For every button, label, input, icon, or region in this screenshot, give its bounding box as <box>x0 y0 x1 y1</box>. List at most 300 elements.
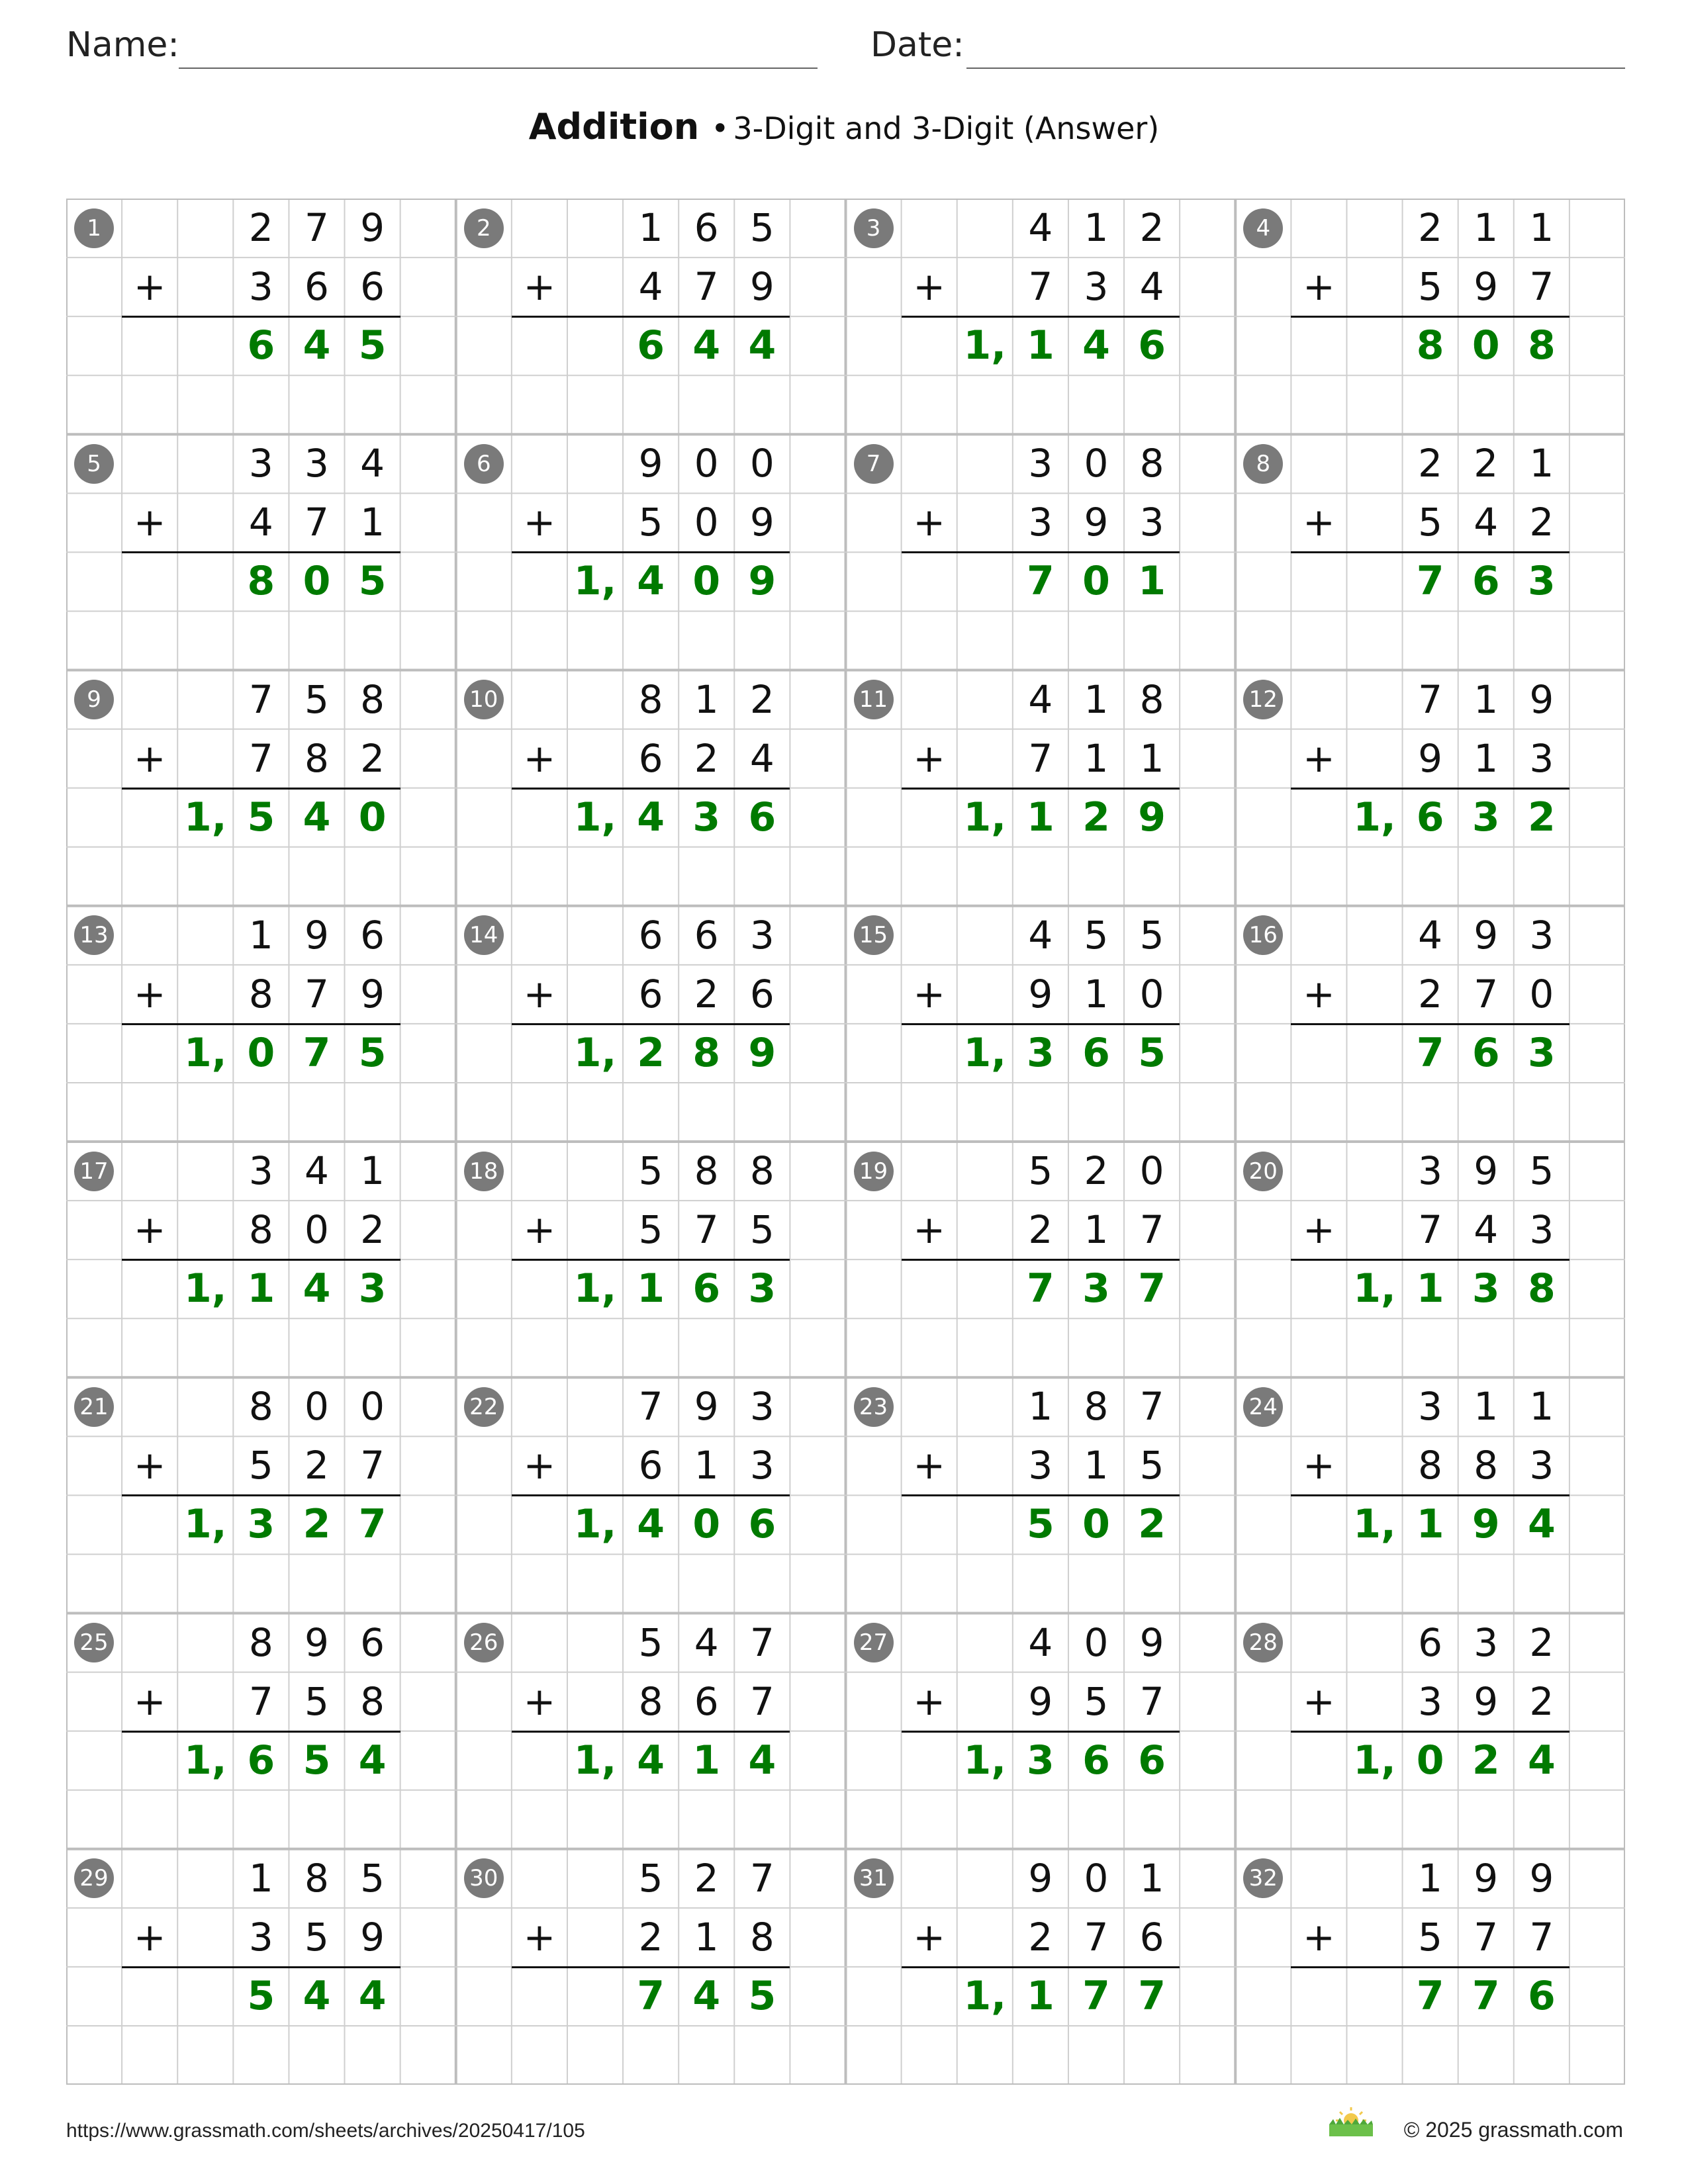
bottom-digit: 2 <box>694 735 719 781</box>
bottom-digit: 5 <box>305 1678 329 1724</box>
answer-digit: 0 <box>1416 1737 1444 1784</box>
answer-digit: 3 <box>1472 1265 1500 1312</box>
bottom-digit: 3 <box>1084 264 1109 310</box>
top-digit: 2 <box>1139 205 1164 250</box>
answer-digit: 6 <box>1138 1737 1166 1784</box>
answer-digit: 4 <box>637 558 665 605</box>
top-digit: 8 <box>638 676 663 722</box>
plus-sign: + <box>913 1678 945 1724</box>
problem-number-badge: 26 <box>464 1623 504 1662</box>
top-digit: 2 <box>1418 205 1443 250</box>
bottom-digit: 6 <box>305 264 329 310</box>
bottom-digit: 0 <box>305 1207 329 1253</box>
bottom-digit: 9 <box>1418 735 1443 781</box>
answer-digit: 0 <box>1082 1501 1110 1548</box>
answer-digit: 1 <box>1138 558 1166 605</box>
top-digit: 1 <box>1084 205 1109 250</box>
answer-digit: 5 <box>748 1972 776 2019</box>
answer-digit: 0 <box>247 1029 275 1076</box>
top-digit: 6 <box>638 912 663 958</box>
top-digit: 9 <box>694 1384 719 1430</box>
answer-digit: 1, <box>1353 1501 1396 1548</box>
plus-sign: + <box>913 1207 945 1253</box>
answer-digit: 7 <box>1138 1265 1166 1312</box>
top-digit: 3 <box>749 1384 774 1430</box>
top-digit: 2 <box>1084 1148 1109 1193</box>
plus-sign: + <box>133 264 166 310</box>
answer-digit: 1, <box>183 1029 227 1076</box>
problem-number-badge: 11 <box>854 680 894 719</box>
problem-number-badge: 16 <box>1243 915 1283 955</box>
answer-digit: 4 <box>303 322 331 369</box>
bottom-digit: 3 <box>248 264 273 310</box>
problem-number-badge: 17 <box>74 1152 114 1191</box>
top-digit: 1 <box>1418 1855 1443 1901</box>
answer-digit: 0 <box>1472 322 1500 369</box>
bottom-digit: 6 <box>638 735 663 781</box>
plus-sign: + <box>523 1914 556 1960</box>
answer-digit: 3 <box>358 1265 387 1312</box>
answer-digit: 6 <box>1416 794 1444 841</box>
answer-digit: 3 <box>247 1501 275 1548</box>
top-digit: 8 <box>749 1148 774 1193</box>
bottom-digit: 9 <box>749 264 774 310</box>
answer-digit: 1, <box>573 1265 617 1312</box>
answer-digit: 0 <box>358 794 387 841</box>
bottom-digit: 7 <box>1474 1914 1499 1960</box>
top-digit: 5 <box>1028 1148 1053 1193</box>
bottom-digit: 3 <box>248 1914 273 1960</box>
plus-sign: + <box>1303 735 1335 781</box>
answer-digit: 6 <box>692 1265 721 1312</box>
answer-digit: 1, <box>963 1029 1007 1076</box>
top-digit: 4 <box>305 1148 329 1193</box>
bottom-digit: 2 <box>1028 1207 1053 1253</box>
bottom-digit: 7 <box>1418 1207 1443 1253</box>
title-subtitle: 3-Digit and 3-Digit (Answer) <box>733 111 1160 146</box>
top-digit: 0 <box>749 441 774 486</box>
answer-digit: 1, <box>1353 1737 1396 1784</box>
plus-sign: + <box>133 500 166 545</box>
bottom-digit: 7 <box>1139 1207 1164 1253</box>
top-digit: 6 <box>694 912 719 958</box>
top-digit: 8 <box>1139 441 1164 486</box>
top-digit: 4 <box>1418 912 1443 958</box>
bottom-digit: 3 <box>1418 1678 1443 1724</box>
top-digit: 4 <box>1028 912 1053 958</box>
top-digit: 7 <box>1139 1384 1164 1430</box>
bottom-digit: 2 <box>1529 500 1554 545</box>
title-separator: • <box>711 111 729 146</box>
bottom-digit: 8 <box>305 735 329 781</box>
bottom-digit: 4 <box>1474 1207 1499 1253</box>
answer-digit: 1 <box>1026 1972 1055 2019</box>
top-digit: 7 <box>749 1619 774 1665</box>
title-main: Addition <box>528 106 700 148</box>
top-digit: 8 <box>360 676 385 722</box>
top-digit: 2 <box>694 1855 719 1901</box>
plus-sign: + <box>1303 1207 1335 1253</box>
plus-sign: + <box>133 971 166 1017</box>
bottom-digit: 1 <box>1474 735 1499 781</box>
problem-number-badge: 32 <box>1243 1858 1283 1898</box>
answer-digit: 1, <box>1353 1265 1396 1312</box>
bottom-digit: 4 <box>638 264 663 310</box>
bottom-digit: 1 <box>1084 971 1109 1017</box>
plus-sign: + <box>523 735 556 781</box>
bottom-digit: 2 <box>638 1914 663 1960</box>
answer-digit: 6 <box>1082 1737 1110 1784</box>
top-digit: 9 <box>360 205 385 250</box>
bottom-digit: 8 <box>360 1678 385 1724</box>
top-digit: 7 <box>1418 676 1443 722</box>
bottom-digit: 4 <box>1139 264 1164 310</box>
problem-number-badge: 9 <box>74 680 114 719</box>
answer-digit: 7 <box>637 1972 665 2019</box>
bottom-digit: 5 <box>638 500 663 545</box>
answer-digit: 1, <box>183 1737 227 1784</box>
top-digit: 5 <box>1084 912 1109 958</box>
top-digit: 5 <box>749 205 774 250</box>
bottom-digit: 4 <box>749 735 774 781</box>
top-digit: 1 <box>248 1855 273 1901</box>
answer-digit: 4 <box>303 1265 331 1312</box>
top-digit: 4 <box>1028 1619 1053 1665</box>
plus-sign: + <box>523 264 556 310</box>
bottom-digit: 2 <box>305 1443 329 1488</box>
top-digit: 9 <box>1139 1619 1164 1665</box>
page-title <box>0 106 1688 148</box>
answer-digit: 1, <box>573 794 617 841</box>
answer-digit: 7 <box>1138 1972 1166 2019</box>
bottom-digit: 5 <box>1418 1914 1443 1960</box>
top-digit: 9 <box>305 912 329 958</box>
problem-number-badge: 18 <box>464 1152 504 1191</box>
problem-number-badge: 3 <box>854 208 894 248</box>
top-digit: 4 <box>1028 676 1053 722</box>
top-digit: 8 <box>248 1619 273 1665</box>
answer-digit: 9 <box>1138 794 1166 841</box>
bottom-digit: 1 <box>1084 1443 1109 1488</box>
answer-digit: 1, <box>573 1737 617 1784</box>
bottom-digit: 5 <box>1084 1678 1109 1724</box>
answer-digit: 3 <box>1527 558 1556 605</box>
plus-sign: + <box>523 1678 556 1724</box>
problem-number-badge: 28 <box>1243 1623 1283 1662</box>
bottom-digit: 7 <box>248 1678 273 1724</box>
top-digit: 6 <box>360 1619 385 1665</box>
bottom-digit: 8 <box>749 1914 774 1960</box>
answer-digit: 1, <box>183 794 227 841</box>
answer-digit: 6 <box>637 322 665 369</box>
top-digit: 7 <box>749 1855 774 1901</box>
bottom-digit: 3 <box>1529 1443 1554 1488</box>
plus-sign: + <box>913 1914 945 1960</box>
answer-digit: 1, <box>183 1265 227 1312</box>
top-digit: 6 <box>694 205 719 250</box>
bottom-digit: 7 <box>1529 1914 1554 1960</box>
answer-digit: 1, <box>573 558 617 605</box>
top-digit: 3 <box>749 912 774 958</box>
top-digit: 5 <box>638 1148 663 1193</box>
answer-digit: 3 <box>692 794 721 841</box>
date-line[interactable] <box>966 68 1625 69</box>
answer-digit: 2 <box>637 1029 665 1076</box>
top-digit: 9 <box>1028 1855 1053 1901</box>
bottom-digit: 0 <box>694 500 719 545</box>
top-digit: 1 <box>1474 676 1499 722</box>
plus-sign: + <box>913 735 945 781</box>
top-digit: 3 <box>248 1148 273 1193</box>
answer-digit: 3 <box>1527 1029 1556 1076</box>
bottom-digit: 0 <box>1139 971 1164 1017</box>
top-digit: 2 <box>749 676 774 722</box>
problem-number-badge: 30 <box>464 1858 504 1898</box>
plus-sign: + <box>133 1678 166 1724</box>
answer-digit: 6 <box>247 322 275 369</box>
bottom-digit: 7 <box>1084 1914 1109 1960</box>
bottom-digit: 7 <box>1028 264 1053 310</box>
bottom-digit: 2 <box>1529 1678 1554 1724</box>
answer-digit: 1 <box>637 1265 665 1312</box>
top-digit: 5 <box>360 1855 385 1901</box>
answer-digit: 7 <box>1026 1265 1055 1312</box>
top-digit: 1 <box>1084 676 1109 722</box>
answer-digit: 4 <box>692 1972 721 2019</box>
answer-digit: 8 <box>1527 322 1556 369</box>
plus-sign: + <box>1303 500 1335 545</box>
bottom-digit: 7 <box>305 971 329 1017</box>
bottom-digit: 1 <box>694 1914 719 1960</box>
bottom-digit: 9 <box>1028 971 1053 1017</box>
top-digit: 0 <box>1084 441 1109 486</box>
plus-sign: + <box>1303 264 1335 310</box>
answer-digit: 8 <box>692 1029 721 1076</box>
top-digit: 4 <box>1028 205 1053 250</box>
bottom-digit: 8 <box>1418 1443 1443 1488</box>
top-digit: 3 <box>1529 912 1554 958</box>
top-digit: 5 <box>305 676 329 722</box>
answer-digit: 5 <box>1026 1501 1055 1548</box>
answer-digit: 7 <box>1026 558 1055 605</box>
bottom-digit: 6 <box>749 971 774 1017</box>
bottom-digit: 7 <box>749 1678 774 1724</box>
answer-digit: 1, <box>573 1501 617 1548</box>
plus-sign: + <box>913 1443 945 1488</box>
answer-digit: 5 <box>247 1972 275 2019</box>
bottom-digit: 3 <box>1028 500 1053 545</box>
top-digit: 0 <box>694 441 719 486</box>
answer-digit: 4 <box>1527 1501 1556 1548</box>
bottom-digit: 3 <box>749 1443 774 1488</box>
answer-digit: 4 <box>692 322 721 369</box>
problem-number-badge: 7 <box>854 444 894 484</box>
answer-digit: 1 <box>692 1737 721 1784</box>
answer-digit: 3 <box>1026 1029 1055 1076</box>
plus-sign: + <box>133 1914 166 1960</box>
bottom-digit: 1 <box>1084 735 1109 781</box>
problem-number-badge: 15 <box>854 915 894 955</box>
answer-digit: 3 <box>1026 1737 1055 1784</box>
bottom-digit: 9 <box>360 971 385 1017</box>
bottom-digit: 1 <box>360 500 385 545</box>
top-digit: 1 <box>1529 205 1554 250</box>
bottom-digit: 8 <box>248 1207 273 1253</box>
bottom-digit: 2 <box>1418 971 1443 1017</box>
top-digit: 9 <box>1474 1855 1499 1901</box>
answer-digit: 8 <box>1527 1265 1556 1312</box>
bottom-digit: 8 <box>638 1678 663 1724</box>
problem-number-badge: 13 <box>74 915 114 955</box>
answer-digit: 6 <box>1472 558 1500 605</box>
answer-digit: 7 <box>358 1501 387 1548</box>
top-digit: 3 <box>305 441 329 486</box>
answer-digit: 6 <box>1138 322 1166 369</box>
bottom-digit: 6 <box>1139 1914 1164 1960</box>
name-line[interactable] <box>179 68 818 69</box>
answer-digit: 1, <box>963 1737 1007 1784</box>
plus-sign: + <box>913 500 945 545</box>
bottom-digit: 6 <box>694 1678 719 1724</box>
problem-number-badge: 5 <box>74 444 114 484</box>
answer-digit: 7 <box>1472 1972 1500 2019</box>
problem-number-badge: 2 <box>464 208 504 248</box>
problem-number-badge: 6 <box>464 444 504 484</box>
answer-digit: 4 <box>1527 1737 1556 1784</box>
answer-digit: 2 <box>1472 1737 1500 1784</box>
bottom-digit: 9 <box>360 1914 385 1960</box>
problem-number-badge: 27 <box>854 1623 894 1662</box>
answer-digit: 1, <box>1353 794 1396 841</box>
answer-digit: 4 <box>358 1972 387 2019</box>
answer-digit: 2 <box>303 1501 331 1548</box>
top-digit: 1 <box>638 205 663 250</box>
bottom-digit: 9 <box>1028 1678 1053 1724</box>
top-digit: 8 <box>1084 1384 1109 1430</box>
plus-sign: + <box>523 1207 556 1253</box>
problem-number-badge: 21 <box>74 1387 114 1427</box>
top-digit: 3 <box>1028 441 1053 486</box>
top-digit: 1 <box>694 676 719 722</box>
bottom-digit: 7 <box>1474 971 1499 1017</box>
footer-copyright: © 2025 grassmath.com <box>1403 2118 1623 2142</box>
top-digit: 2 <box>248 205 273 250</box>
top-digit: 8 <box>305 1855 329 1901</box>
answer-digit: 5 <box>1138 1029 1166 1076</box>
top-digit: 5 <box>1529 1148 1554 1193</box>
answer-digit: 4 <box>748 1737 776 1784</box>
answer-digit: 1 <box>1416 1265 1444 1312</box>
answer-digit: 2 <box>1527 794 1556 841</box>
plus-sign: + <box>133 735 166 781</box>
top-digit: 8 <box>694 1148 719 1193</box>
top-digit: 8 <box>1139 676 1164 722</box>
grass-sun-logo-icon <box>1328 2105 1374 2138</box>
bottom-digit: 3 <box>1529 735 1554 781</box>
answer-digit: 1 <box>1416 1501 1444 1548</box>
top-digit: 1 <box>248 912 273 958</box>
plus-sign: + <box>523 500 556 545</box>
answer-digit: 4 <box>637 794 665 841</box>
answer-digit: 1, <box>963 1972 1007 2019</box>
bottom-digit: 6 <box>360 264 385 310</box>
answer-digit: 7 <box>1416 1972 1444 2019</box>
answer-digit: 2 <box>1138 1501 1166 1548</box>
plus-sign: + <box>913 264 945 310</box>
bottom-digit: 7 <box>1529 264 1554 310</box>
top-digit: 4 <box>360 441 385 486</box>
bottom-digit: 7 <box>305 500 329 545</box>
answer-digit: 0 <box>1082 558 1110 605</box>
top-digit: 1 <box>1474 205 1499 250</box>
top-digit: 6 <box>1418 1619 1443 1665</box>
bottom-digit: 5 <box>305 1914 329 1960</box>
answer-digit: 4 <box>748 322 776 369</box>
bottom-digit: 4 <box>1474 500 1499 545</box>
plus-sign: + <box>523 971 556 1017</box>
top-digit: 3 <box>1418 1384 1443 1430</box>
bottom-digit: 7 <box>360 1443 385 1488</box>
top-digit: 2 <box>1474 441 1499 486</box>
answer-digit: 1, <box>573 1029 617 1076</box>
top-digit: 0 <box>360 1384 385 1430</box>
top-digit: 3 <box>248 441 273 486</box>
answer-digit: 4 <box>1082 322 1110 369</box>
bottom-digit: 0 <box>1529 971 1554 1017</box>
bottom-digit: 5 <box>1418 264 1443 310</box>
plus-sign: + <box>1303 1678 1335 1724</box>
top-digit: 1 <box>1139 1855 1164 1901</box>
bottom-digit: 2 <box>360 1207 385 1253</box>
problem-number-badge: 1 <box>74 208 114 248</box>
bottom-digit: 9 <box>749 500 774 545</box>
top-digit: 1 <box>1028 1384 1053 1430</box>
bottom-digit: 8 <box>248 971 273 1017</box>
bottom-digit: 2 <box>694 971 719 1017</box>
problem-number-badge: 25 <box>74 1623 114 1662</box>
answer-digit: 5 <box>358 558 387 605</box>
top-digit: 5 <box>638 1855 663 1901</box>
answer-digit: 0 <box>692 558 721 605</box>
plus-sign: + <box>913 971 945 1017</box>
answer-digit: 1 <box>247 1265 275 1312</box>
bottom-digit: 3 <box>1028 1443 1053 1488</box>
footer-url[interactable]: https://www.grassmath.com/sheets/archives/20250417/105 <box>66 2120 585 2142</box>
answer-digit: 7 <box>303 1029 331 1076</box>
top-digit: 5 <box>1139 912 1164 958</box>
bottom-digit: 7 <box>694 1207 719 1253</box>
top-digit: 1 <box>1474 1384 1499 1430</box>
top-digit: 3 <box>1474 1619 1499 1665</box>
bottom-digit: 2 <box>360 735 385 781</box>
answer-digit: 3 <box>1472 794 1500 841</box>
answer-digit: 7 <box>1416 1029 1444 1076</box>
top-digit: 9 <box>305 1619 329 1665</box>
answer-digit: 7 <box>1416 558 1444 605</box>
answer-digit: 0 <box>692 1501 721 1548</box>
answer-digit: 4 <box>303 794 331 841</box>
top-digit: 9 <box>1474 1148 1499 1193</box>
plus-sign: + <box>523 1443 556 1488</box>
top-digit: 2 <box>1529 1619 1554 1665</box>
answer-digit: 4 <box>358 1737 387 1784</box>
plus-sign: + <box>1303 1914 1335 1960</box>
top-digit: 9 <box>1529 1855 1554 1901</box>
answer-digit: 9 <box>1472 1501 1500 1548</box>
answer-digit: 6 <box>247 1737 275 1784</box>
problem-number-badge: 23 <box>854 1387 894 1427</box>
top-digit: 0 <box>1084 1619 1109 1665</box>
